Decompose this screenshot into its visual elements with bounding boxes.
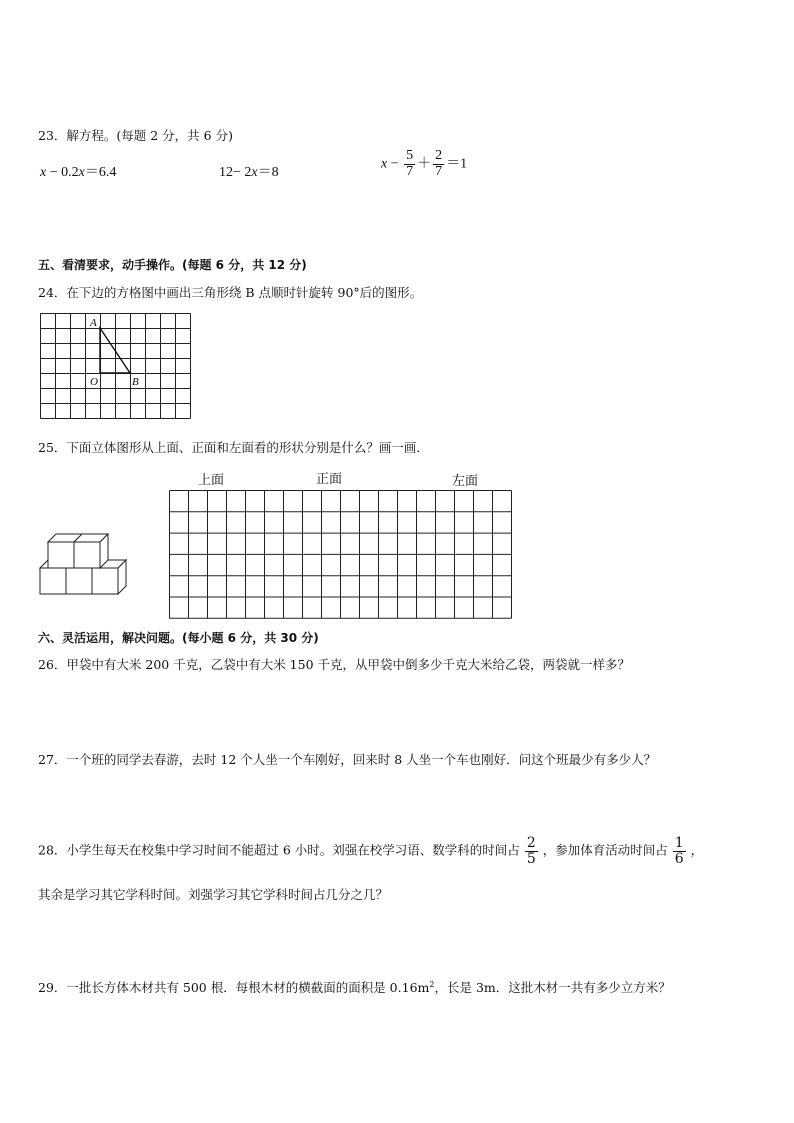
q23-equation-2: 12− 2x＝8 [219, 165, 279, 180]
q25-text: 25．下面立体图形从上面、正面和左面看的形状分别是什么？画一画． [38, 440, 429, 455]
q25-answer-grid [169, 490, 511, 620]
view-label-front: 正面 [316, 472, 343, 487]
q23-equation-3: x − $\frac{5}{7}$ ＋ $\frac{2}{7}$ ＝1 [381, 148, 468, 179]
q28-line-1: 28．小学生每天在校集中学习时间不能超过 6 小时。刘强在校学习语、数学科的时间占 $\frac{2}{5}$ ，参加体育活动时间占 $\frac{1}{6}$ ， [38, 835, 704, 867]
view-label-left: 左面 [452, 474, 479, 489]
q26-text: 26．甲袋中有大米 200 千克，乙袋中有大米 150 千克，从甲袋中倒多少千克大米给乙袋，两袋就一样多？ [38, 657, 631, 672]
q28-line-2: 其余是学习其它学科时间。刘强学习其它学科时间占几分之几？ [38, 887, 389, 902]
q24-grid [40, 313, 192, 421]
q29-text: 29．一批长方体木材共有 500 根．每根木材的横截面的面积是 $0.16m^2$，长是 3m．这批木材一共有多少立方米？ [38, 979, 671, 995]
q25-cube-stack [38, 528, 134, 598]
point-b-label: B [132, 376, 139, 388]
point-o-label: O [90, 376, 98, 388]
q23-title: 23．解方程。(每题 2 分，共 6 分) [38, 128, 233, 143]
view-label-top: 上面 [198, 473, 225, 488]
point-a-label: A [90, 317, 97, 329]
q24-text: 24．在下边的方格图中画出三角形绕 B 点顺时针旋转 90°后的图形。 [38, 285, 423, 300]
section-5-heading: 五、看清要求，动手操作。(每题 6 分，共 12 分) [38, 258, 307, 272]
q23-equation-1: x − 0.2x＝6.4 [40, 165, 117, 180]
q27-text: 27．一个班的同学去春游，去时 12 个人坐一个车刚好，回来时 8 人坐一个车也刚好．问这个班最少有多少人？ [38, 752, 657, 767]
section-6-heading: 六、灵活运用，解决问题。(每小题 6 分，共 30 分) [38, 631, 319, 645]
